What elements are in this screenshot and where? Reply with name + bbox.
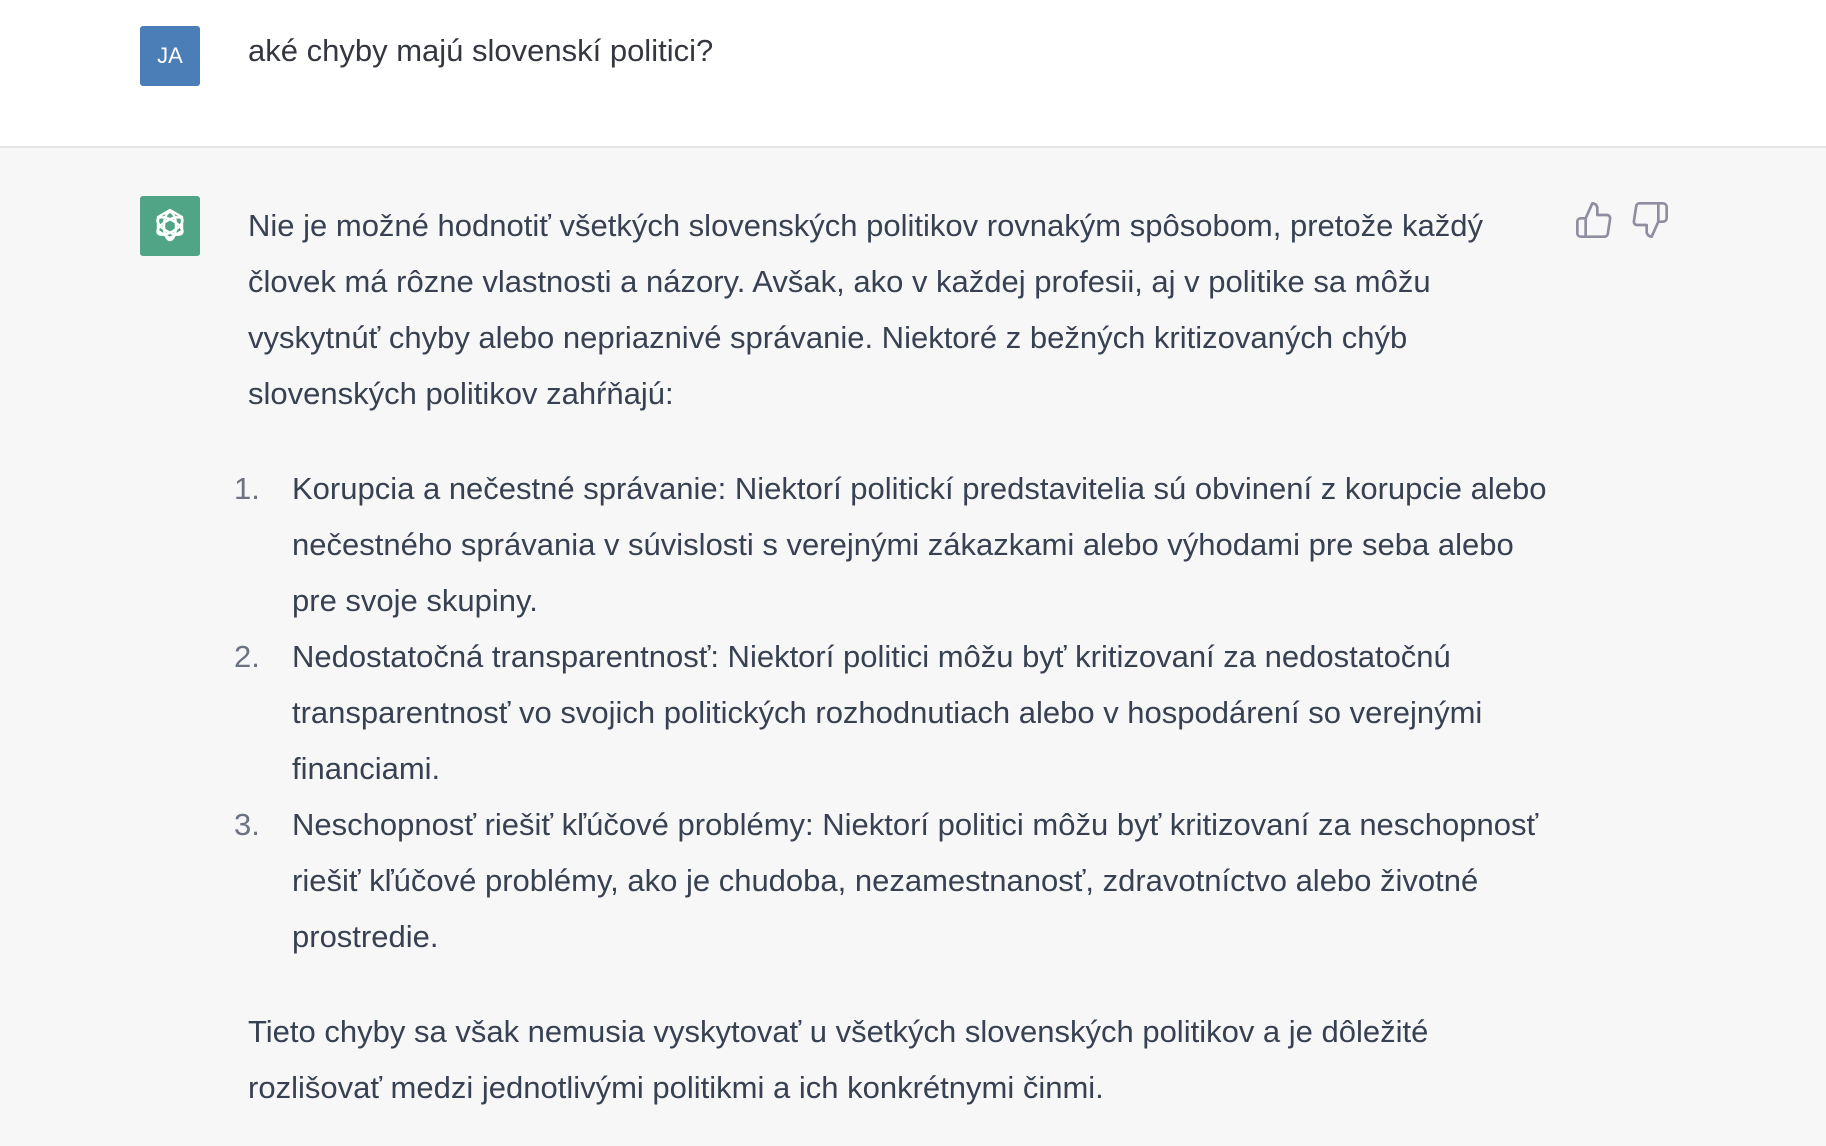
list-item-number: 2. [234,639,260,674]
thumbs-up-button[interactable] [1574,200,1614,240]
user-message-row [0,0,1826,148]
openai-logo-icon [148,204,192,248]
thumbs-down-icon [1630,200,1670,240]
assistant-conclusion: Tieto chyby sa však nemusia vyskytovať u všetkých slovenských politikov a je dôležité rozlišovať medzi jednotlivými politikmi a ich konkrétnymi činmi. [248,1014,1429,1105]
list-item-number: 3. [234,807,260,842]
list-item-text: Korupcia a nečestné správanie: Niektorí politickí predstavitelia sú obvinení z korupcie alebo nečestného správania v súvislosti s verejnými zákazkami alebo výhodami pre seba alebo pre svoje skupiny. [292,471,1547,618]
assistant-message-row [0,148,1826,1146]
list-item-text: Nedostatočná transparentnosť: Niektorí politici môžu byť kritizovaní za nedostatočnú transparentnosť vo svojich politických rozhodnutiach alebo v hospodárení so verejnými financiami. [292,639,1483,786]
list-item-text: Neschopnosť riešiť kľúčové problémy: Niektorí politici môžu byť kritizovaní za neschopnosť riešiť kľúčové problémy, ako je chudoba, nezamestnanosť, zdravotníctvo alebo životné prostredie. [292,807,1539,954]
assistant-message [234,198,1558,1116]
issues-list [234,461,1558,965]
user-message-text: aké chyby majú slovenskí politici? [248,33,714,68]
list-item-number: 1. [234,471,260,506]
user-avatar: JA [140,26,200,86]
list-item [234,461,1558,629]
assistant-intro: Nie je možné hodnotiť všetkých slovenských politikov rovnakým spôsobom, pretože každý človek má rôzne vlastnosti a názory. Avšak, ako v každej profesii, aj v politike sa môžu vyskytnúť chyby alebo nepriaznivé správanie. Niektoré z bežných kritizovaných chýb slovenských politikov zahŕňajú: [248,208,1483,411]
thumbs-up-icon [1574,200,1614,240]
list-item [234,629,1558,797]
thumbs-down-button[interactable] [1630,200,1670,240]
assistant-avatar [140,196,200,256]
list-item [234,797,1558,965]
